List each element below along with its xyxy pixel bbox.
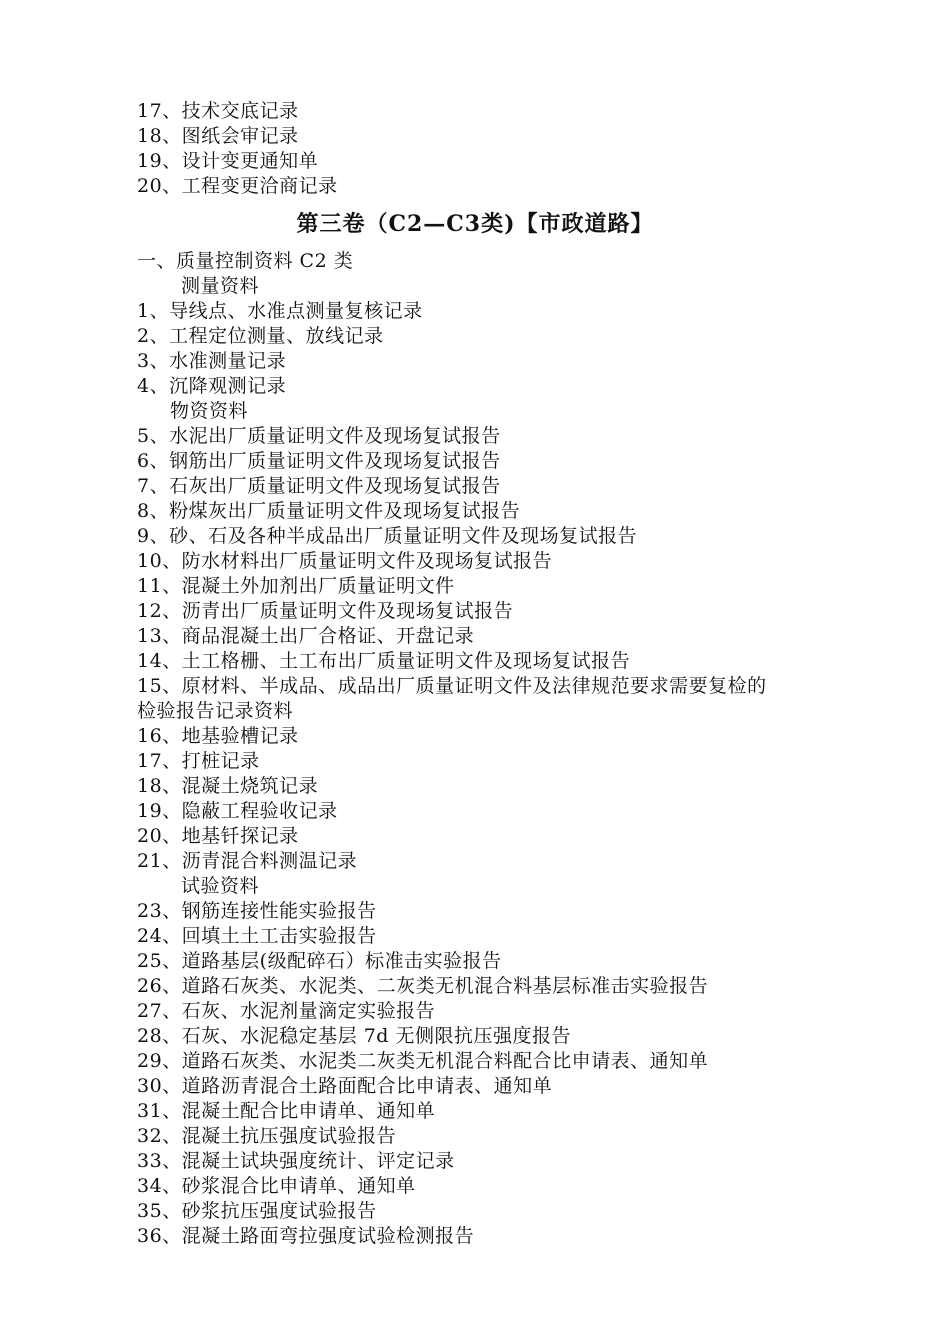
list-item: 7、石灰出厂质量证明文件及现场复试报告 <box>137 475 501 497</box>
list-item: 29、道路石灰类、水泥类二灰类无机混合料配合比申请表、通知单 <box>137 1050 709 1072</box>
list-item: 18、混凝土烧筑记录 <box>137 775 319 797</box>
list-item: 30、道路沥青混合土路面配合比申请表、通知单 <box>137 1075 553 1097</box>
list-item: 24、回填土土工击实验报告 <box>137 925 377 947</box>
list-item: 19、隐蔽工程验收记录 <box>137 800 338 822</box>
group-label-survey: 测量资料 <box>181 275 260 297</box>
section-heading: 一、质量控制资料 C2 类 <box>137 250 354 272</box>
list-item: 27、石灰、水泥剂量滴定实验报告 <box>137 1000 436 1022</box>
list-item: 16、地基验槽记录 <box>137 725 299 747</box>
list-item: 18、图纸会审记录 <box>137 125 299 147</box>
list-item: 19、设计变更通知单 <box>137 150 319 172</box>
list-item: 8、粉煤灰出厂质量证明文件及现场复试报告 <box>137 500 521 522</box>
list-item: 34、砂浆混合比申请单、通知单 <box>137 1175 416 1197</box>
group-label-materials: 物资资料 <box>170 400 249 422</box>
list-item: 23、钢筋连接性能实验报告 <box>137 900 377 922</box>
list-item: 31、混凝土配合比申请单、通知单 <box>137 1100 436 1122</box>
list-item: 21、沥青混合料测温记录 <box>137 850 358 872</box>
group-label-tests: 试验资料 <box>181 875 260 897</box>
list-item: 17、打桩记录 <box>137 750 260 772</box>
list-item: 12、沥青出厂质量证明文件及现场复试报告 <box>137 600 514 622</box>
list-item: 17、技术交底记录 <box>137 100 299 122</box>
list-item: 26、道路石灰类、水泥类、二灰类无机混合料基层标准击实验报告 <box>137 975 709 997</box>
list-item: 33、混凝土试块强度统计、评定记录 <box>137 1150 455 1172</box>
list-item: 10、防水材料出厂质量证明文件及现场复试报告 <box>137 550 553 572</box>
list-item: 35、砂浆抗压强度试验报告 <box>137 1200 377 1222</box>
list-item: 32、混凝土抗压强度试验报告 <box>137 1125 397 1147</box>
list-item: 20、工程变更洽商记录 <box>137 175 338 197</box>
list-item: 1、导线点、水准点测量复核记录 <box>137 300 423 322</box>
list-item: 20、地基钎探记录 <box>137 825 299 847</box>
list-item: 2、工程定位测量、放线记录 <box>137 325 384 347</box>
list-item: 5、水泥出厂质量证明文件及现场复试报告 <box>137 425 501 447</box>
list-item: 28、石灰、水泥稳定基层 7d 无侧限抗压强度报告 <box>137 1025 572 1047</box>
list-item: 13、商品混凝土出厂合格证、开盘记录 <box>137 625 475 647</box>
volume-title: 第三卷（C2—C3类)【市政道路】 <box>296 211 654 237</box>
list-item: 6、钢筋出厂质量证明文件及现场复试报告 <box>137 450 501 472</box>
list-item: 4、沉降观测记录 <box>137 375 287 397</box>
list-item: 25、道路基层(级配碎石）标准击实验报告 <box>137 950 502 972</box>
list-item: 9、砂、石及各种半成品出厂质量证明文件及现场复试报告 <box>137 525 638 547</box>
list-item: 36、混凝土路面弯拉强度试验检测报告 <box>137 1225 475 1247</box>
list-item: 3、水准测量记录 <box>137 350 287 372</box>
list-item: 14、土工格栅、土工布出厂质量证明文件及现场复试报告 <box>137 650 631 672</box>
list-item-continuation: 检验报告记录资料 <box>137 700 294 722</box>
list-item: 15、原材料、半成品、成品出厂质量证明文件及法律规范要求需要复检的 <box>137 675 767 697</box>
list-item: 11、混凝土外加剂出厂质量证明文件 <box>137 575 455 597</box>
